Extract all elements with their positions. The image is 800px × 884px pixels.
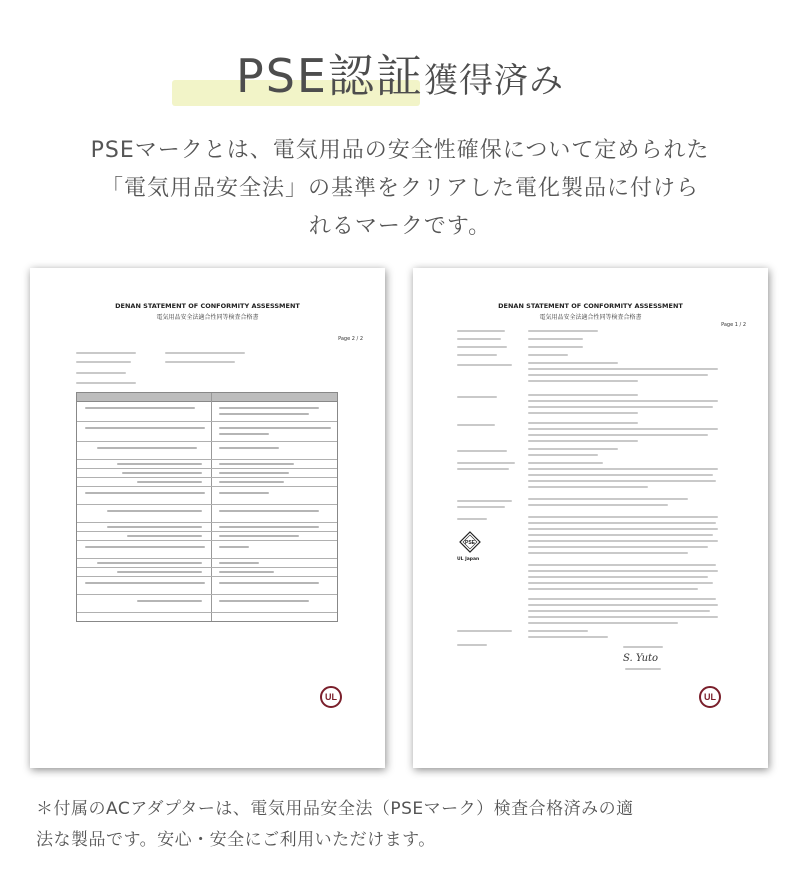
cell-text (219, 571, 274, 573)
text-line (76, 361, 131, 363)
text-line (76, 382, 136, 384)
cell-text (219, 582, 319, 584)
table-row (77, 478, 337, 487)
cell-text (219, 510, 319, 512)
table-row (77, 568, 337, 577)
cell-text (107, 526, 202, 528)
text-line (76, 372, 126, 374)
intro-text (40, 132, 760, 246)
text-line (528, 362, 618, 364)
cell-text (122, 472, 202, 474)
classification-table (76, 392, 338, 622)
table-row (77, 505, 337, 523)
text-line (528, 440, 638, 442)
certificate-page-1 (413, 268, 768, 768)
text-line (528, 406, 713, 408)
text-line (457, 518, 487, 520)
table-row (77, 402, 337, 422)
cell-text (85, 546, 205, 548)
table-row (77, 577, 337, 595)
text-line (528, 368, 718, 370)
text-line (528, 498, 688, 500)
intro-line: れるマークです。 (308, 214, 492, 239)
text-line (528, 468, 718, 470)
title-main: PSE認証 (235, 49, 424, 103)
cell-text (219, 407, 319, 409)
cell-text (219, 492, 269, 494)
text-line (457, 468, 509, 470)
heading (0, 40, 800, 110)
text-line (528, 588, 698, 590)
text-line (528, 428, 718, 430)
text-line (528, 616, 718, 618)
cell-text (97, 447, 197, 449)
intro-line: PSEマークとは、電気用品の安全性確保について定められた (90, 138, 710, 163)
cell-text (117, 571, 202, 573)
text-line (528, 454, 598, 456)
footnote (36, 794, 776, 856)
cell-text (219, 463, 294, 465)
text-line (528, 504, 668, 506)
cell-text (219, 427, 331, 429)
text-line (528, 576, 708, 578)
cell-text (85, 582, 205, 584)
pse-caption: UL Japan (457, 557, 480, 562)
page-number: Page 2 / 2 (338, 336, 363, 342)
text-line (528, 622, 678, 624)
text-line (457, 354, 497, 356)
table-row (77, 595, 337, 613)
text-line (528, 480, 716, 482)
text-line (457, 424, 495, 426)
text-line (528, 636, 608, 638)
table-row (77, 469, 337, 478)
text-line (165, 361, 235, 363)
cell-text (219, 526, 319, 528)
text-line (457, 450, 507, 452)
footnote-line: ＊付属のACアダプターは、電気用品安全法（PSEマーク）検査合格済みの適 (36, 799, 634, 819)
text-line (528, 400, 718, 402)
text-line (528, 374, 708, 376)
text-line (457, 338, 501, 340)
document-title: DENAN STATEMENT OF CONFORMITY ASSESSMENT (498, 302, 683, 310)
cell-text (107, 510, 202, 512)
cell-text (117, 463, 202, 465)
text-line (457, 364, 512, 366)
table-row (77, 541, 337, 559)
text-line (528, 604, 718, 606)
table-row (77, 487, 337, 505)
cell-text (137, 481, 202, 483)
text-line (528, 462, 603, 464)
cell-text (219, 535, 299, 537)
text-line (528, 338, 583, 340)
cell-text (219, 600, 309, 602)
title-sub: 獲得済み (424, 61, 564, 101)
cell-text (219, 562, 259, 564)
intro-line: 「電気用品安全法」の基準をクリアした電化製品に付けら (100, 176, 699, 201)
text-line (457, 330, 505, 332)
text-line (528, 354, 568, 356)
document-title: DENAN STATEMENT OF CONFORMITY ASSESSMENT (115, 302, 300, 310)
text-line (528, 330, 598, 332)
cell-text (219, 472, 289, 474)
text-line (457, 396, 497, 398)
text-line (528, 486, 648, 488)
text-line (528, 346, 583, 348)
text-line (528, 448, 618, 450)
text-line (457, 500, 512, 502)
document-subtitle: 電気用品安全法適合性同等検査合格書 (156, 314, 259, 321)
cell-text (85, 492, 205, 494)
ul-logo-icon: UL (320, 686, 342, 708)
cell-text (127, 535, 202, 537)
text-line (528, 610, 710, 612)
text-line (165, 352, 245, 354)
text-line (528, 528, 718, 530)
cell-text (219, 447, 279, 449)
table-header (77, 393, 337, 402)
cell-text (85, 427, 205, 429)
cell-text (85, 407, 195, 409)
page-title (236, 40, 564, 106)
text-line (457, 644, 487, 646)
text-line (528, 380, 638, 382)
cell-text (219, 433, 269, 435)
text-line (528, 552, 688, 554)
table-row (77, 442, 337, 460)
text-line (76, 352, 136, 354)
cell-text (219, 413, 309, 415)
text-line (528, 582, 713, 584)
ul-logo-icon: UL (699, 686, 721, 708)
text-line (528, 422, 638, 424)
text-line (457, 630, 512, 632)
text-line (623, 646, 663, 648)
cell-text (219, 546, 249, 548)
text-line (528, 564, 716, 566)
text-line (528, 522, 716, 524)
text-line (457, 506, 505, 508)
text-line (528, 394, 638, 396)
table-row (77, 422, 337, 442)
document-subtitle: 電気用品安全法適合性同等検査合格書 (539, 314, 642, 321)
signature: S. Yuto (623, 653, 659, 664)
text-line (528, 516, 718, 518)
text-line (528, 570, 718, 572)
text-line (528, 598, 716, 600)
table-row (77, 460, 337, 469)
footnote-line: 法な製品です。安心・安全にご利用いただけます。 (36, 830, 436, 850)
text-line (528, 546, 708, 548)
text-line (528, 630, 588, 632)
text-line (625, 668, 661, 670)
cell-text (97, 562, 202, 564)
text-line (528, 434, 708, 436)
page-number: Page 1 / 2 (721, 322, 746, 328)
pse-mark-label: PSE (464, 540, 476, 546)
text-line (528, 412, 638, 414)
text-line (528, 534, 713, 536)
cell-text (219, 481, 284, 483)
text-line (457, 462, 515, 464)
text-line (528, 474, 713, 476)
cell-text (137, 600, 202, 602)
text-line (528, 540, 718, 542)
text-line (457, 346, 507, 348)
certificate-page-2 (30, 268, 385, 768)
pse-diamond-icon (459, 531, 481, 553)
